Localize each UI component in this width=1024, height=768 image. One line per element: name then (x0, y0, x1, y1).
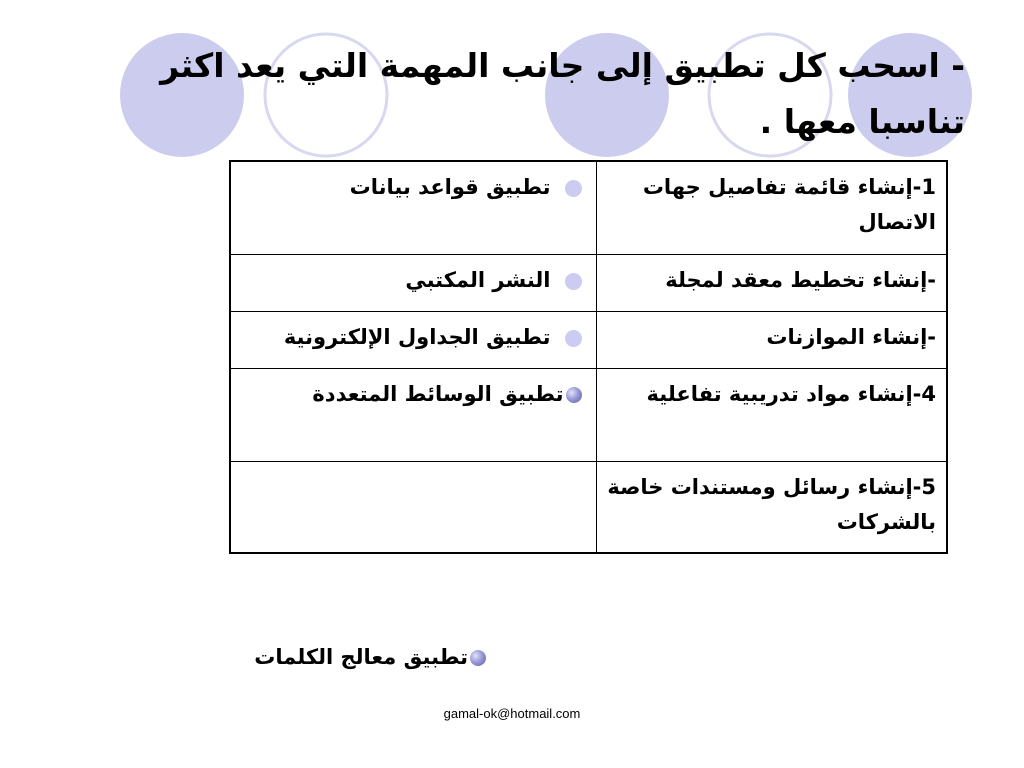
sphere-bullet-icon (470, 650, 486, 666)
light-bullet-icon (565, 180, 582, 197)
app-label[interactable]: تطبيق الجداول الإلكترونية (283, 325, 551, 349)
app-cell[interactable] (230, 312, 596, 369)
app-label[interactable]: تطبيق قواعد بيانات (349, 175, 551, 199)
app-cell[interactable] (230, 161, 596, 255)
table-row (230, 312, 947, 369)
draggable-app-label[interactable]: تطبيق معالج الكلمات (254, 645, 468, 669)
table-row (230, 161, 947, 255)
sphere-bullet-icon (566, 387, 582, 403)
task-cell: -إنشاء تخطيط معقد لمجلة (596, 255, 947, 312)
draggable-app-item[interactable] (234, 640, 490, 675)
task-cell: -إنشاء الموازنات (596, 312, 947, 369)
app-label[interactable]: النشر المكتبي (405, 268, 551, 292)
app-drop-cell[interactable] (230, 462, 596, 554)
task-cell: 4-إنشاء مواد تدريبية تفاعلية (596, 369, 947, 462)
table-row (230, 462, 947, 554)
table-row (230, 369, 947, 462)
app-label[interactable]: تطبيق الوسائط المتعددة (312, 382, 564, 406)
matching-table (229, 160, 948, 554)
footer-email: gamal-ok@hotmail.com (443, 706, 581, 721)
table-row (230, 255, 947, 312)
task-cell: 5-إنشاء رسائل ومستندات خاصة بالشركات (596, 462, 947, 554)
light-bullet-icon (565, 330, 582, 347)
app-cell[interactable] (230, 369, 596, 462)
task-cell: 1-إنشاء قائمة تفاصيل جهات الاتصال (596, 161, 947, 255)
slide-title: - اسحب كل تطبيق إلى جانب المهمة التي يعد اكثر تناسبا معها . (160, 46, 965, 141)
app-cell[interactable] (230, 255, 596, 312)
light-bullet-icon (565, 273, 582, 290)
